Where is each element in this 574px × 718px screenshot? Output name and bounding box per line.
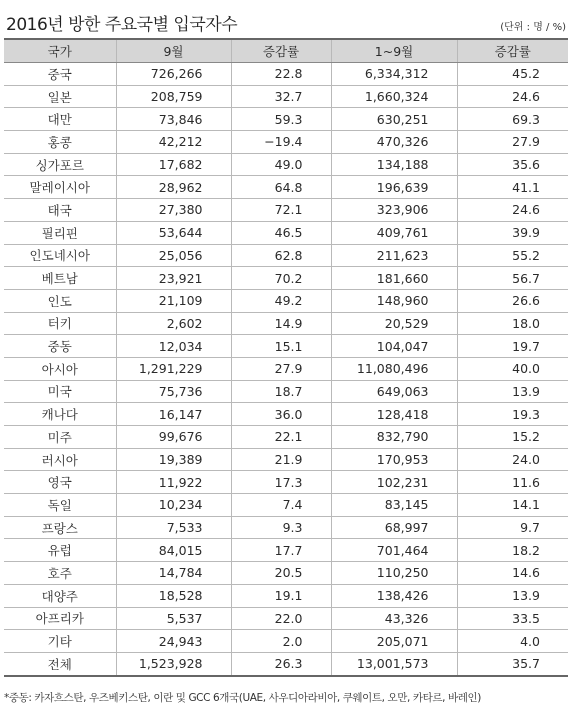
- sep-change-cell: 9.3: [231, 516, 331, 539]
- ytd-change-cell: 18.0: [457, 312, 568, 335]
- ytd-count-cell: 128,418: [331, 403, 457, 426]
- country-cell: 캐나다: [4, 403, 116, 426]
- sep-change-cell: 20.5: [231, 562, 331, 585]
- ytd-count-cell: 102,231: [331, 471, 457, 494]
- sep-change-cell: 49.2: [231, 289, 331, 312]
- ytd-change-cell: 24.6: [457, 199, 568, 222]
- sep-change-cell: 46.5: [231, 221, 331, 244]
- table-header-row: [4, 39, 568, 63]
- ytd-change-cell: 35.7: [457, 652, 568, 675]
- header-country: 국가: [4, 39, 116, 63]
- sep-change-cell: 15.1: [231, 335, 331, 358]
- country-cell: 대만: [4, 108, 116, 131]
- ytd-count-cell: 43,326: [331, 607, 457, 630]
- table-row: [4, 471, 568, 494]
- sep-change-cell: −19.4: [231, 131, 331, 154]
- table-row: [4, 562, 568, 585]
- country-cell: 필리핀: [4, 221, 116, 244]
- sep-change-cell: 64.8: [231, 176, 331, 199]
- sep-count-cell: 84,015: [116, 539, 231, 562]
- ytd-count-cell: 110,250: [331, 562, 457, 585]
- sep-count-cell: 24,943: [116, 630, 231, 653]
- table-row: [4, 403, 568, 426]
- sep-count-cell: 18,528: [116, 584, 231, 607]
- sep-count-cell: 73,846: [116, 108, 231, 131]
- ytd-change-cell: 19.3: [457, 403, 568, 426]
- ytd-change-cell: 33.5: [457, 607, 568, 630]
- ytd-count-cell: 83,145: [331, 494, 457, 517]
- sep-change-cell: 59.3: [231, 108, 331, 131]
- sep-count-cell: 75,736: [116, 380, 231, 403]
- table-row: [4, 494, 568, 517]
- table-row: [4, 335, 568, 358]
- ytd-change-cell: 24.6: [457, 85, 568, 108]
- sep-change-cell: 72.1: [231, 199, 331, 222]
- ytd-count-cell: 6,334,312: [331, 63, 457, 86]
- sep-change-cell: 18.7: [231, 380, 331, 403]
- table-row: [4, 426, 568, 449]
- country-cell: 독일: [4, 494, 116, 517]
- country-cell: 베트남: [4, 267, 116, 290]
- sep-count-cell: 7,533: [116, 516, 231, 539]
- country-cell: 인도네시아: [4, 244, 116, 267]
- table-row: [4, 584, 568, 607]
- page-title: 2016년 방한 주요국별 입국자수: [6, 15, 238, 35]
- country-cell: 러시아: [4, 448, 116, 471]
- country-cell: 미주: [4, 426, 116, 449]
- sep-count-cell: 2,602: [116, 312, 231, 335]
- sep-change-cell: 14.9: [231, 312, 331, 335]
- ytd-change-cell: 15.2: [457, 426, 568, 449]
- ytd-change-cell: 14.1: [457, 494, 568, 517]
- sep-change-cell: 27.9: [231, 357, 331, 380]
- sep-count-cell: 14,784: [116, 562, 231, 585]
- ytd-count-cell: 832,790: [331, 426, 457, 449]
- ytd-count-cell: 1,660,324: [331, 85, 457, 108]
- country-cell: 태국: [4, 199, 116, 222]
- table-body: [4, 63, 568, 676]
- ytd-count-cell: 134,188: [331, 153, 457, 176]
- ytd-change-cell: 13.9: [457, 584, 568, 607]
- country-cell: 기타: [4, 630, 116, 653]
- ytd-count-cell: 13,001,573: [331, 652, 457, 675]
- sep-change-cell: 22.8: [231, 63, 331, 86]
- ytd-count-cell: 470,326: [331, 131, 457, 154]
- sep-change-cell: 26.3: [231, 652, 331, 675]
- sep-change-cell: 17.7: [231, 539, 331, 562]
- ytd-change-cell: 56.7: [457, 267, 568, 290]
- ytd-change-cell: 19.7: [457, 335, 568, 358]
- table-row: [4, 199, 568, 222]
- sep-count-cell: 23,921: [116, 267, 231, 290]
- sep-count-cell: 21,109: [116, 289, 231, 312]
- country-cell: 전체: [4, 652, 116, 675]
- ytd-count-cell: 211,623: [331, 244, 457, 267]
- arrivals-table: [4, 38, 568, 677]
- ytd-count-cell: 630,251: [331, 108, 457, 131]
- table-row: [4, 630, 568, 653]
- country-cell: 대양주: [4, 584, 116, 607]
- sep-change-cell: 70.2: [231, 267, 331, 290]
- header-jan-sep-change: 증감률: [457, 39, 568, 63]
- ytd-change-cell: 45.2: [457, 63, 568, 86]
- sep-change-cell: 49.0: [231, 153, 331, 176]
- header-jan-sep: 1~9월: [331, 39, 457, 63]
- ytd-change-cell: 26.6: [457, 289, 568, 312]
- country-cell: 중국: [4, 63, 116, 86]
- sep-count-cell: 12,034: [116, 335, 231, 358]
- footnote: *중동: 카자흐스탄, 우즈베키스탄, 이란 및 GCC 6개국(UAE, 사우디아라비아, 쿠웨이트, 오만, 카타르, 바레인): [4, 692, 481, 704]
- ytd-count-cell: 649,063: [331, 380, 457, 403]
- ytd-count-cell: 11,080,496: [331, 357, 457, 380]
- sep-change-cell: 7.4: [231, 494, 331, 517]
- ytd-count-cell: 104,047: [331, 335, 457, 358]
- ytd-change-cell: 41.1: [457, 176, 568, 199]
- sep-count-cell: 28,962: [116, 176, 231, 199]
- unit-label: (단위 : 명 / %): [500, 22, 566, 33]
- sep-change-cell: 22.0: [231, 607, 331, 630]
- table-row: [4, 607, 568, 630]
- country-cell: 아프리카: [4, 607, 116, 630]
- ytd-change-cell: 14.6: [457, 562, 568, 585]
- country-cell: 터키: [4, 312, 116, 335]
- sep-count-cell: 5,537: [116, 607, 231, 630]
- ytd-count-cell: 409,761: [331, 221, 457, 244]
- country-cell: 인도: [4, 289, 116, 312]
- table-row: [4, 267, 568, 290]
- ytd-count-cell: 196,639: [331, 176, 457, 199]
- ytd-change-cell: 24.0: [457, 448, 568, 471]
- ytd-count-cell: 20,529: [331, 312, 457, 335]
- table-row: [4, 108, 568, 131]
- ytd-count-cell: 701,464: [331, 539, 457, 562]
- ytd-count-cell: 68,997: [331, 516, 457, 539]
- sep-count-cell: 53,644: [116, 221, 231, 244]
- sep-count-cell: 99,676: [116, 426, 231, 449]
- table-row: [4, 63, 568, 86]
- ytd-change-cell: 40.0: [457, 357, 568, 380]
- table-row: [4, 221, 568, 244]
- country-cell: 유럽: [4, 539, 116, 562]
- country-cell: 중동: [4, 335, 116, 358]
- table-row: [4, 176, 568, 199]
- country-cell: 아시아: [4, 357, 116, 380]
- table-row: [4, 516, 568, 539]
- sep-count-cell: 25,056: [116, 244, 231, 267]
- sep-count-cell: 11,922: [116, 471, 231, 494]
- country-cell: 싱가포르: [4, 153, 116, 176]
- table-row: [4, 357, 568, 380]
- table-row: [4, 131, 568, 154]
- ytd-change-cell: 55.2: [457, 244, 568, 267]
- ytd-count-cell: 323,906: [331, 199, 457, 222]
- ytd-change-cell: 11.6: [457, 471, 568, 494]
- table-row: [4, 312, 568, 335]
- table-row: [4, 448, 568, 471]
- sep-change-cell: 17.3: [231, 471, 331, 494]
- ytd-change-cell: 39.9: [457, 221, 568, 244]
- country-cell: 일본: [4, 85, 116, 108]
- sep-change-cell: 2.0: [231, 630, 331, 653]
- table-row: [4, 539, 568, 562]
- table-row: [4, 244, 568, 267]
- country-cell: 미국: [4, 380, 116, 403]
- ytd-change-cell: 27.9: [457, 131, 568, 154]
- sep-count-cell: 16,147: [116, 403, 231, 426]
- sep-change-cell: 36.0: [231, 403, 331, 426]
- ytd-count-cell: 148,960: [331, 289, 457, 312]
- sep-count-cell: 27,380: [116, 199, 231, 222]
- country-cell: 말레이시아: [4, 176, 116, 199]
- ytd-count-cell: 181,660: [331, 267, 457, 290]
- sep-count-cell: 10,234: [116, 494, 231, 517]
- sep-count-cell: 1,291,229: [116, 357, 231, 380]
- sep-change-cell: 62.8: [231, 244, 331, 267]
- ytd-count-cell: 170,953: [331, 448, 457, 471]
- table-row: [4, 153, 568, 176]
- sep-count-cell: 17,682: [116, 153, 231, 176]
- country-cell: 홍콩: [4, 131, 116, 154]
- country-cell: 프랑스: [4, 516, 116, 539]
- ytd-count-cell: 138,426: [331, 584, 457, 607]
- country-cell: 영국: [4, 471, 116, 494]
- ytd-change-cell: 35.6: [457, 153, 568, 176]
- sep-count-cell: 726,266: [116, 63, 231, 86]
- ytd-change-cell: 13.9: [457, 380, 568, 403]
- table-row: [4, 652, 568, 675]
- ytd-count-cell: 205,071: [331, 630, 457, 653]
- header-september: 9월: [116, 39, 231, 63]
- table-row: [4, 289, 568, 312]
- sep-change-cell: 21.9: [231, 448, 331, 471]
- ytd-change-cell: 18.2: [457, 539, 568, 562]
- sep-change-cell: 19.1: [231, 584, 331, 607]
- table-row: [4, 85, 568, 108]
- sep-change-cell: 22.1: [231, 426, 331, 449]
- ytd-change-cell: 4.0: [457, 630, 568, 653]
- country-cell: 호주: [4, 562, 116, 585]
- header-september-change: 증감률: [231, 39, 331, 63]
- ytd-change-cell: 69.3: [457, 108, 568, 131]
- sep-count-cell: 1,523,928: [116, 652, 231, 675]
- sep-count-cell: 19,389: [116, 448, 231, 471]
- table-row: [4, 380, 568, 403]
- sep-count-cell: 42,212: [116, 131, 231, 154]
- sep-change-cell: 32.7: [231, 85, 331, 108]
- sep-count-cell: 208,759: [116, 85, 231, 108]
- ytd-change-cell: 9.7: [457, 516, 568, 539]
